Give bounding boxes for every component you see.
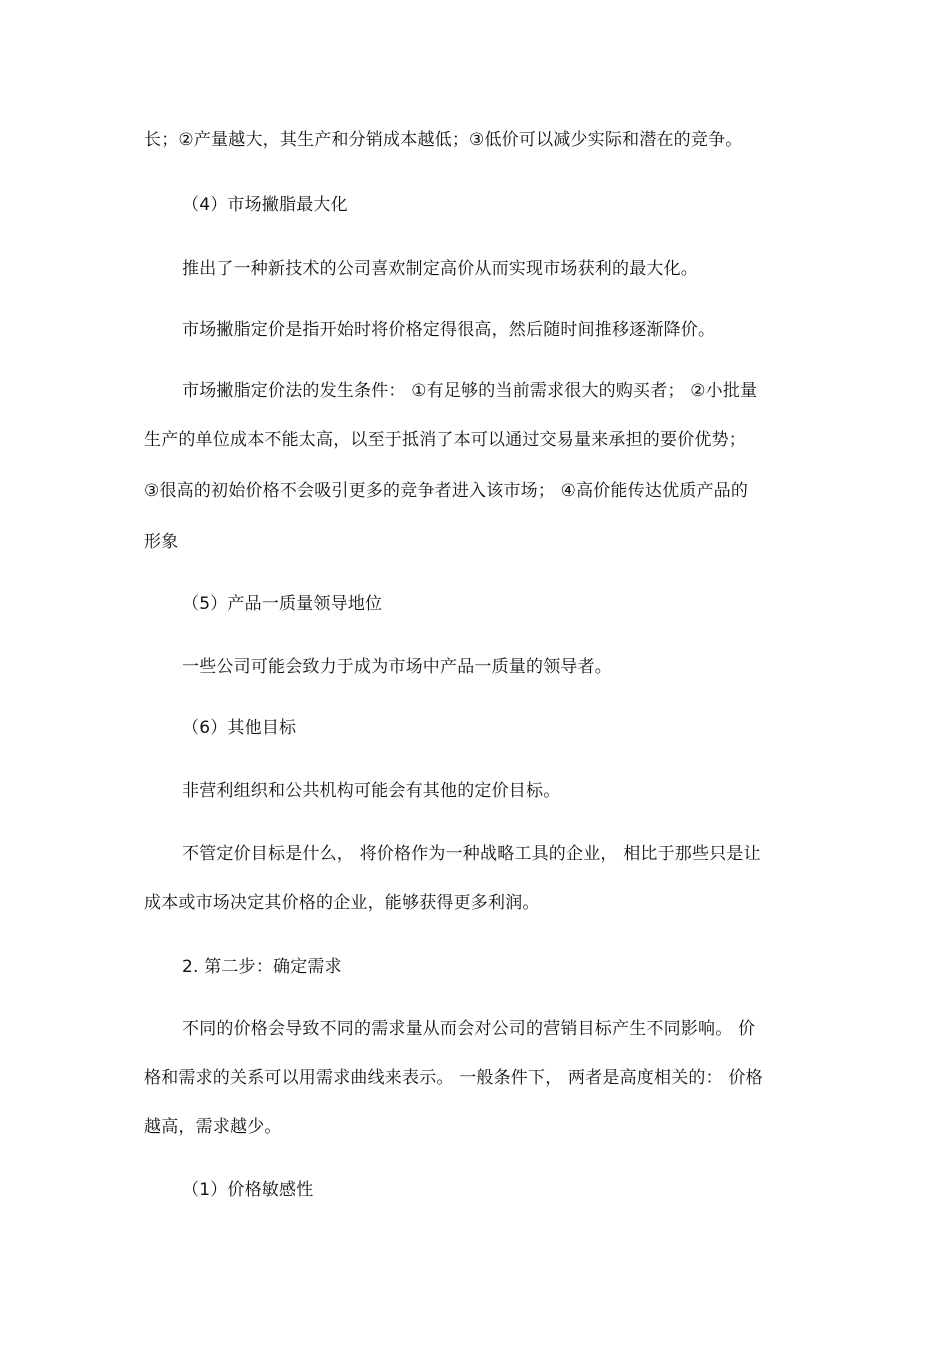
- paragraph-line: 越高，需求越少。: [144, 1117, 282, 1137]
- paragraph-line: 非营利组织和公共机构可能会有其他的定价目标。: [182, 781, 561, 801]
- paragraph-line: 市场撇脂定价法的发生条件： ①有足够的当前需求很大的购买者； ②小批量: [182, 381, 758, 401]
- section-heading: （1）价格敏感性: [182, 1180, 314, 1200]
- paragraph-line: 长；②产量越大，其生产和分销成本越低；③低价可以减少实际和潜在的竞争。: [144, 130, 743, 150]
- paragraph-line: 形象: [144, 532, 179, 552]
- paragraph-line: 市场撇脂定价是指开始时将价格定得很高，然后随时间推移逐渐降价。: [182, 320, 716, 340]
- section-heading: 2. 第二步：确定需求: [182, 957, 342, 977]
- section-heading: （4）市场撇脂最大化: [182, 195, 348, 215]
- section-heading: （6）其他目标: [182, 718, 297, 738]
- paragraph-line: 不管定价目标是什么， 将价格作为一种战略工具的企业， 相比于那些只是让: [182, 844, 761, 864]
- paragraph-line: 格和需求的关系可以用需求曲线来表示。 一般条件下， 两者是高度相关的： 价格: [144, 1068, 763, 1088]
- paragraph-line: 一些公司可能会致力于成为市场中产品一质量的领导者。: [182, 657, 612, 677]
- paragraph-line: 生产的单位成本不能太高，以至于抵消了本可以通过交易量来承担的要价优势；: [144, 430, 746, 450]
- paragraph-line: 不同的价格会导致不同的需求量从而会对公司的营销目标产生不同影响。 价: [182, 1019, 756, 1039]
- section-heading: （5）产品一质量领导地位: [182, 594, 383, 614]
- paragraph-line: ③很高的初始价格不会吸引更多的竞争者进入该市场； ④高价能传达优质产品的: [144, 481, 749, 501]
- paragraph-line: 推出了一种新技术的公司喜欢制定高价从而实现市场获利的最大化。: [182, 259, 698, 279]
- paragraph-line: 成本或市场决定其价格的企业，能够获得更多利润。: [144, 893, 540, 913]
